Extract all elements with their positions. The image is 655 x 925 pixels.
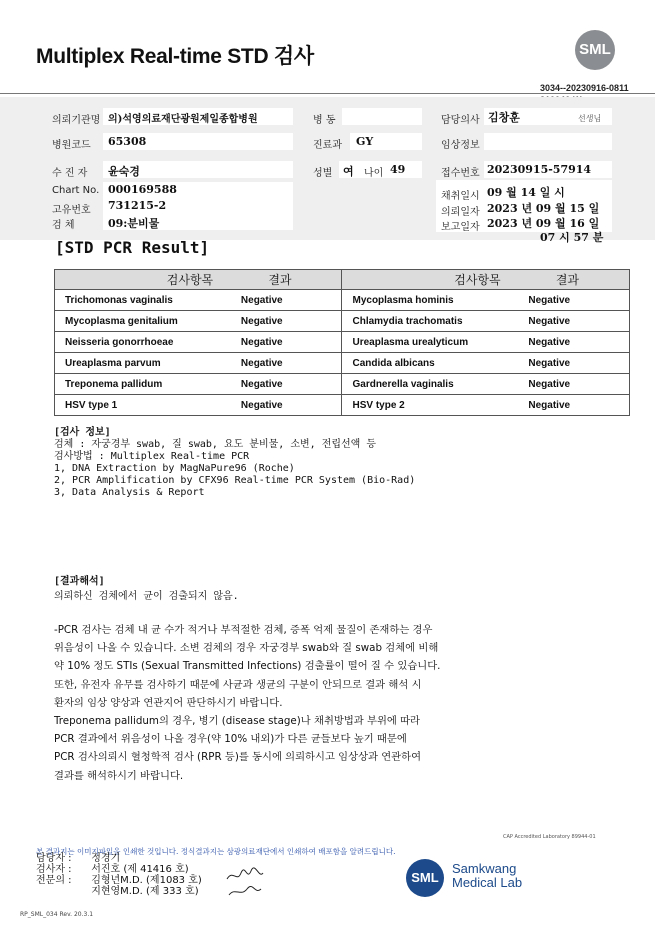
result-table-header	[55, 270, 630, 290]
test-name: Treponema pallidum	[55, 374, 231, 395]
test-result: Negative	[518, 395, 629, 416]
interpretation-section	[54, 574, 239, 604]
id-number-value: 731215-2	[108, 199, 167, 212]
test-result: Negative	[231, 332, 342, 353]
test-name: Mycoplasma genitalium	[55, 311, 231, 332]
lab-name-line-2: Medical Lab	[452, 875, 523, 890]
left-result-header: 결과	[268, 273, 292, 287]
test-info-section	[54, 427, 415, 499]
sml-logo: SML	[575, 30, 615, 70]
table-row	[55, 290, 630, 311]
staff-name: 김형년M.D. (제1083 호)	[91, 875, 202, 886]
lab-name-line-1: Samkwang	[452, 861, 517, 876]
test-name: Gardnerella vaginalis	[342, 374, 518, 395]
patient-value: 윤숙경	[108, 165, 140, 178]
table-row	[55, 311, 630, 332]
lab-name	[452, 862, 522, 890]
test-result: Negative	[518, 332, 629, 353]
right-item-header: 검사항목	[454, 273, 501, 287]
specimen-value: 09:분비물	[108, 217, 160, 230]
staff-row	[36, 853, 202, 864]
test-info-line: 2, PCR Amplification by CFX96 Real-time PCR System (Bio-Rad)	[54, 475, 416, 486]
note-line: 위음성이 나올 수 있습니다. 소변 검체의 경우 자궁경부 swab와 질 swab 검체에 비해	[54, 642, 439, 655]
test-info-line: 1, DNA Extraction by MagNaPure96 (Roche)	[54, 463, 295, 474]
test-result: Negative	[518, 353, 629, 374]
doctor-label: 담당의사	[441, 115, 480, 126]
collect-label: 채취일시	[441, 191, 480, 202]
test-name: Chlamydia trachomatis	[342, 311, 518, 332]
test-name: Trichomonas vaginalis	[55, 290, 231, 311]
request-label: 의뢰일자	[441, 207, 480, 218]
note-line: 결과를 해석하시기 바랍니다.	[54, 769, 184, 782]
test-result: Negative	[518, 374, 629, 395]
signature-image	[225, 865, 265, 901]
table-row	[55, 374, 630, 395]
clinical-info-box	[484, 133, 612, 150]
id-number-label: 고유번호	[52, 205, 91, 216]
table-row	[55, 353, 630, 374]
revision-code: RP_SML_034 Rev. 20.3.1	[20, 911, 94, 918]
staff-row	[36, 886, 202, 897]
note-line: PCR 검사의뢰시 혈청학적 검사 (RPR 등)를 동시에 의뢰하시고 임상상과 연관하여	[54, 751, 422, 764]
sex-value: 여	[343, 165, 354, 178]
hospital-code-value: 65308	[108, 135, 147, 148]
table-row	[55, 395, 630, 416]
test-name: Candida albicans	[342, 353, 518, 374]
note-line: Treponema pallidum의 경우, 병기 (disease stage)나 채취방법과 부위에 따라	[54, 715, 421, 728]
age-label: 나이	[364, 168, 384, 179]
report-value: 2023 년 09 월 16 일	[487, 217, 600, 230]
test-name: Ureaplasma parvum	[55, 353, 231, 374]
chart-no-label: Chart No.	[52, 185, 100, 196]
test-info-line: 3, Data Analysis & Report	[54, 487, 205, 498]
left-item-header: 검사항목	[166, 273, 214, 287]
institution-label: 의뢰기관명	[52, 115, 101, 126]
print-notice: 본 결과지는 이미지파일을 인쇄한 것입니다. 정식결과지는 삼광의료재단에서 인쇄하여 배포함을 알려드립니다.	[36, 847, 396, 856]
test-name: Ureaplasma urealyticum	[342, 332, 518, 353]
patient-label: 수 진 자	[52, 168, 88, 179]
specimen-label: 검 체	[52, 220, 75, 231]
right-header	[342, 270, 630, 290]
document-number-line-1: 3034--20230916-0811	[540, 83, 629, 93]
result-section-title: [STD PCR Result]	[55, 238, 210, 257]
table-row	[55, 332, 630, 353]
note-line: 환자의 임상 양상과 연관지어 판단하시기 바랍니다.	[54, 696, 283, 709]
left-header	[55, 270, 342, 290]
interpretation-title: [결과해석]	[54, 576, 105, 587]
test-info-line: 검체 : 자궁경부 swab, 질 swab, 요도 분비물, 소변, 전립선액 등	[54, 439, 377, 450]
interpretation-notes	[54, 621, 524, 785]
test-name: Mycoplasma hominis	[342, 290, 518, 311]
sex-label: 성별	[313, 168, 333, 179]
document-title: Multiplex Real-time STD 검사	[36, 45, 314, 68]
staff-name: 지현영M.D. (제 333 호)	[91, 886, 199, 897]
receipt-value: 20230915-57914	[487, 163, 592, 176]
samkwang-logo: SML	[406, 859, 444, 897]
report-label: 보고일자	[441, 222, 480, 233]
result-table	[54, 269, 630, 416]
staff-list	[36, 853, 202, 897]
test-name: HSV type 2	[342, 395, 518, 416]
interpretation-summary: 의뢰하신 검체에서 균이 검출되지 않음.	[54, 591, 239, 602]
test-result: Negative	[231, 290, 342, 311]
test-info-line: 검사방법 : Multiplex Real-time PCR	[54, 451, 250, 462]
accreditation-text: CAP Accredited Laboratory 89944-01	[503, 834, 596, 840]
ward-label: 병 동	[313, 115, 336, 126]
request-value: 2023 년 09 월 15 일	[487, 202, 600, 215]
patient-info-panel	[0, 97, 655, 240]
ward-box	[342, 108, 422, 125]
note-line: 또한, 유전자 유무를 검사하기 때문에 사균과 생균의 구분이 안되므로 결과 해석 시	[54, 678, 422, 691]
staff-row	[36, 864, 202, 875]
test-result: Negative	[231, 353, 342, 374]
dept-label: 진료과	[313, 140, 342, 151]
staff-row	[36, 875, 202, 886]
dept-value: GY	[356, 135, 374, 148]
test-result: Negative	[231, 395, 342, 416]
staff-name: 정경기	[91, 853, 121, 864]
staff-role: 전문의 :	[36, 875, 72, 886]
doctor-suffix: 선생님	[578, 114, 602, 123]
note-line: 약 10% 정도 STIs (Sexual Transmitted Infections) 검출률이 떨어 질 수 있습니다.	[54, 660, 441, 673]
test-result: Negative	[231, 311, 342, 332]
institution-value: 의)석영의료재단광원제일종합병원	[108, 114, 258, 125]
note-line: PCR 결과에서 위음성이 나올 경우(약 10% 내외)가 다른 균들보다 높기 때문에	[54, 733, 407, 746]
clinical-info-label: 임상정보	[441, 140, 480, 151]
collect-value: 09 월 14 일 시	[487, 186, 565, 199]
test-result: Negative	[518, 311, 629, 332]
age-value: 49	[390, 163, 406, 176]
test-name: HSV type 1	[55, 395, 231, 416]
test-result: Negative	[518, 290, 629, 311]
hospital-code-label: 병원코드	[52, 140, 91, 151]
right-result-header: 결과	[555, 273, 579, 287]
note-line: -PCR 검사는 검체 내 균 수가 적거나 부적절한 검체, 증폭 억제 물질이 존재하는 경우	[54, 624, 433, 636]
staff-name: 서진호 (제 41416 호)	[91, 864, 189, 875]
report-time: 07 시 57 분	[540, 231, 604, 244]
test-name: Neisseria gonorrhoeae	[55, 332, 231, 353]
receipt-label: 접수번호	[441, 168, 480, 179]
test-result: Negative	[231, 374, 342, 395]
chart-no-value: 000169588	[108, 183, 177, 196]
doctor-value: 김창훈	[488, 111, 520, 124]
staff-role: 검사자 :	[36, 864, 72, 875]
staff-role: 담당자 :	[36, 853, 72, 864]
test-info-title: [검사 정보]	[54, 427, 111, 438]
